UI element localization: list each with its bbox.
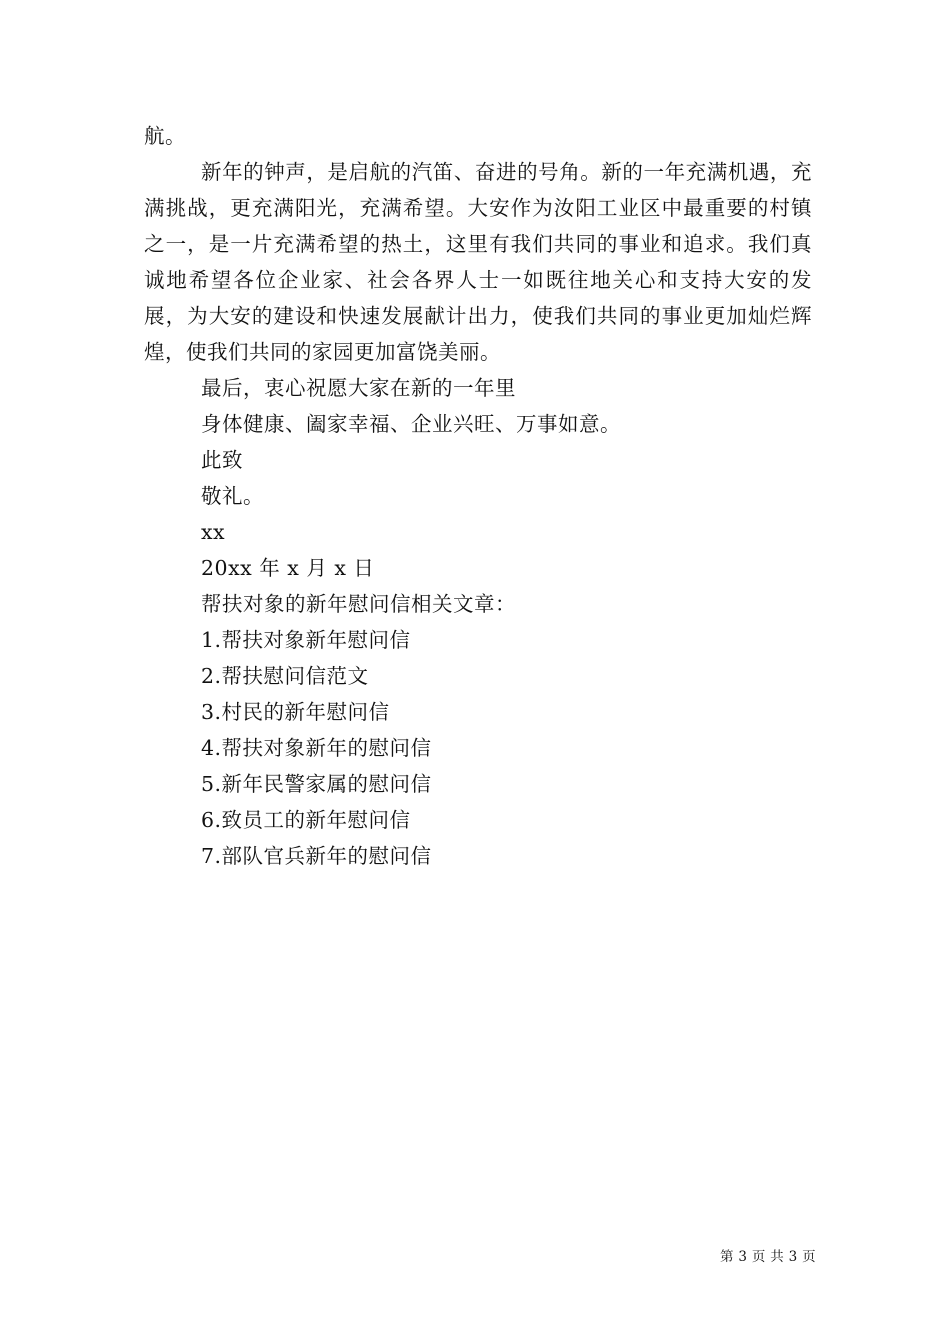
document-body bbox=[144, 118, 812, 874]
page-number-footer: 第 3 页 共 3 页 bbox=[720, 1249, 816, 1265]
continuation-text: 航。 bbox=[144, 124, 186, 148]
letter-date: 20xx 年 x 月 x 日 bbox=[201, 556, 375, 580]
related-heading: 帮扶对象的新年慰问信相关文章： bbox=[201, 592, 516, 616]
signature: xx bbox=[201, 520, 226, 544]
wish-line-1: 最后，衷心祝愿大家在新的一年里 bbox=[201, 376, 516, 400]
closing-salutation: 此致 bbox=[201, 448, 243, 472]
related-article-link[interactable]: 2.帮扶慰问信范文 bbox=[201, 664, 369, 688]
related-article-link[interactable]: 7.部队官兵新年的慰问信 bbox=[201, 844, 432, 868]
wish-line-2: 身体健康、阖家幸福、企业兴旺、万事如意。 bbox=[201, 412, 621, 436]
related-article-link[interactable]: 4.帮扶对象新年的慰问信 bbox=[201, 736, 432, 760]
related-articles-list bbox=[144, 622, 812, 874]
paragraph-new-year: 新年的钟声，是启航的汽笛、奋进的号角。新的一年充满机遇，充满挑战，更充满阳光，充满希望。大安作为汝阳工业区中最重要的村镇之一，是一片充满希望的热土，这里有我们共同的事业和追求。我们真诚地希望各位企业家、社会各界人士一如既往地关心和支持大安的发展，为大安的建设和快速发展献计出力，使我们共同的事业更加灿烂辉煌，使我们共同的家园更加富饶美丽。 bbox=[144, 160, 812, 364]
related-article-link[interactable]: 5.新年民警家属的慰问信 bbox=[201, 772, 432, 796]
related-article-link[interactable]: 3.村民的新年慰问信 bbox=[201, 700, 390, 724]
related-article-link[interactable]: 1.帮扶对象新年慰问信 bbox=[201, 628, 411, 652]
closing-regards: 敬礼。 bbox=[201, 484, 264, 508]
related-article-link[interactable]: 6.致员工的新年慰问信 bbox=[201, 808, 411, 832]
